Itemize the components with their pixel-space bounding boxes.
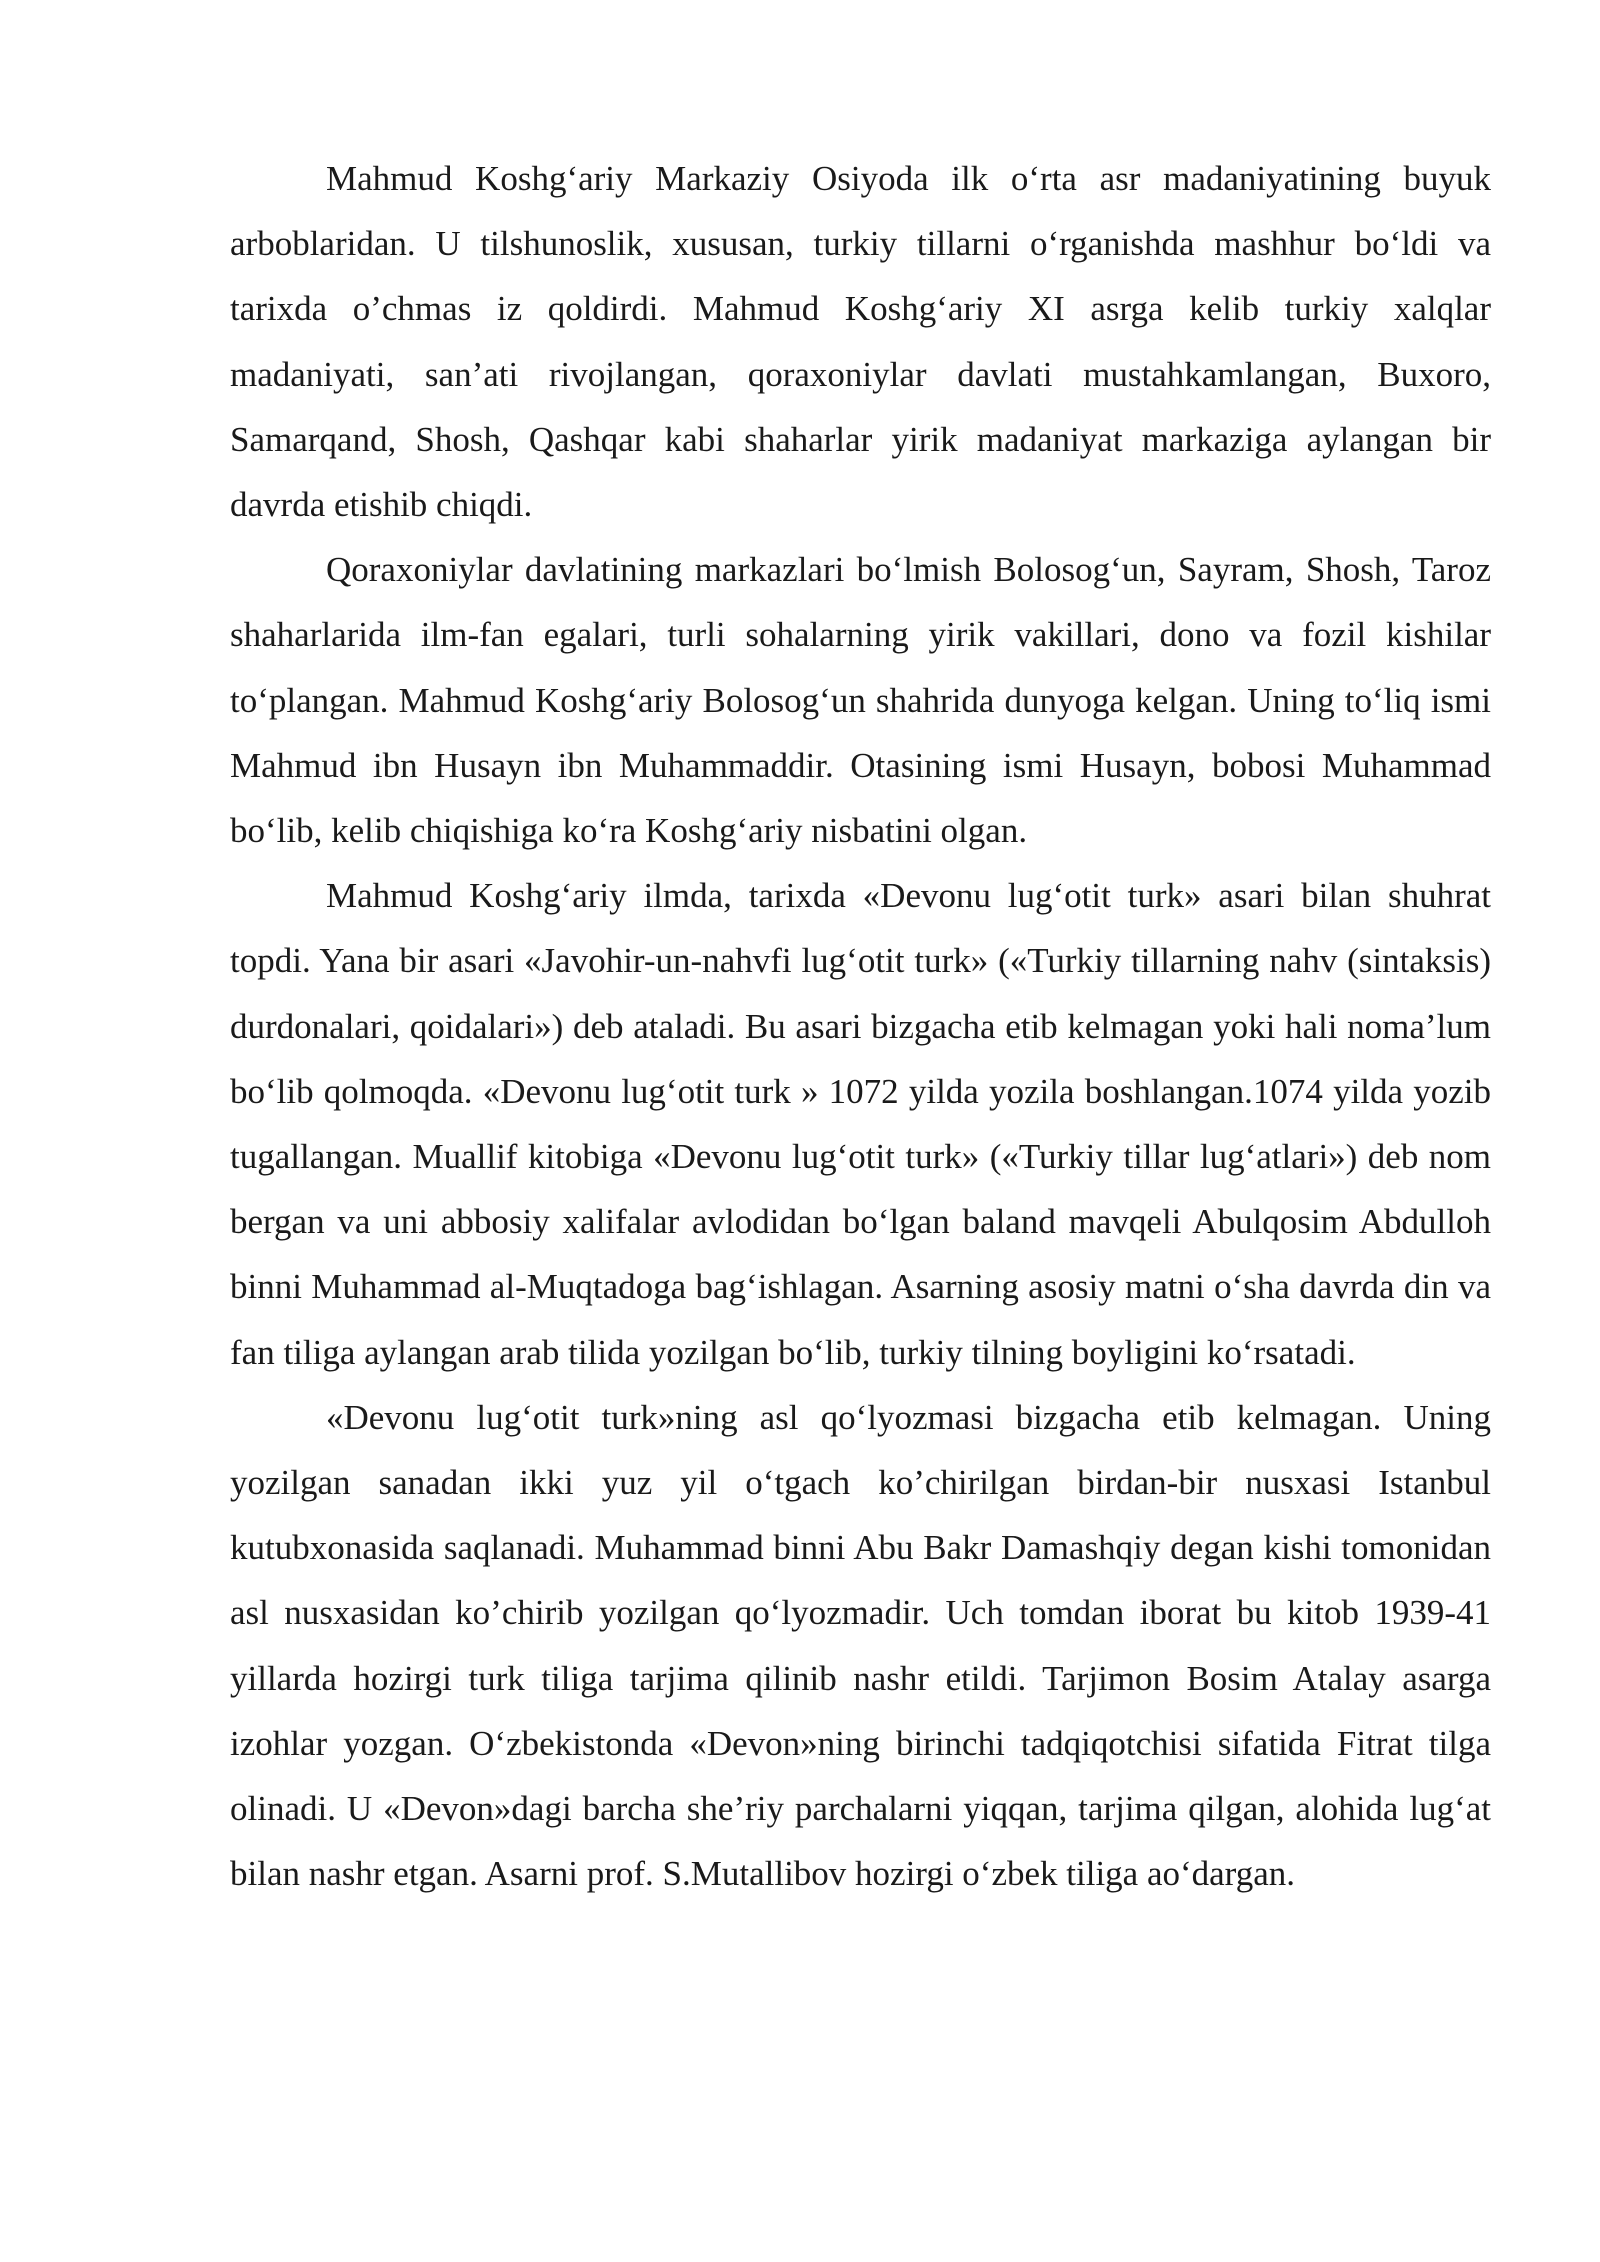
paragraph-4: «Devonu lug‘otit turk»ning asl qo‘lyozmasi bizgacha etib kelmagan. Uning yozilgan sanadan ikki yuz yil o‘tgach ko’chirilgan birdan-bir nusxasi Istanbul kutubxonasida saqlanadi. Muhammad binni Abu Bakr Damashqiy degan kishi tomonidan asl nusxasidan ko’chirib yozilgan qo‘lyozmadir. Uch tomdan iborat bu kitob 1939-41 yillarda hozirgi turk tiliga tarjima qilinib nashr etildi. Tarjimon Bosim Atalay asarga izohlar yozgan. O‘zbekistonda «Devon»ning birinchi tadqiqotchisi sifatida Fitrat tilga olinadi. U «Devon»dagi barcha she’riy parchalarni yiqqan, tarjima qilgan, alohida lug‘at bilan nashr etgan. Asarni prof. S.Mutallibov hozirgi o‘zbek tiliga ao‘dargan. <box>230 1397 1491 1894</box>
paragraph-3: Mahmud Koshg‘ariy ilmda, tarixda «Devonu lug‘otit turk» asari bilan shuhrat topdi. Yana bir asari «Javohir-un-nahvfi lug‘otit turk» («Turkiy tillarning nahv (sintaksis) durdonalari, qoidalari») deb ataladi. Bu asari bizgacha etib kelmagan yoki hali noma’lum bo‘lib qolmoqda. «Devonu lug‘otit turk » 1072 yilda yozila boshlangan.1074 yilda yozib tugallangan. Muallif kitobiga «Devonu lug‘otit turk» («Turkiy tillar lug‘atlari») deb nom bergan va uni abbosiy xalifalar avlodidan bo‘lgan baland mavqeli Abulqosim Abdulloh binni Muhammad al-Muqtadoga bag‘ishlagan. Asarning asosiy matni o‘sha davrda din va fan tiliga aylangan arab tilida yozilgan bo‘lib, turkiy tilning boyligini ko‘rsatadi. <box>230 876 1491 1372</box>
paragraph-1: Mahmud Koshg‘ariy Markaziy Osiyoda ilk o‘rta asr madaniyatining buyuk arboblaridan. U tilshunoslik, xususan, turkiy tillarni o‘rganishda mashhur bo‘ldi va tarixda o’chmas iz qoldirdi. Mahmud Koshg‘ariy XI asrga kelib turkiy xalqlar madaniyati, san’ati rivojlangan, qoraxoniylar davlati mustahkamlangan, Buxoro, Samarqand, Shosh, Qashqar kabi shaharlar yirik madaniyat markaziga aylangan bir davrda etishib chiqdi. <box>230 159 1491 525</box>
body-text <box>230 146 1491 1906</box>
paragraph-2: Qoraxoniylar davlatining markazlari bo‘lmish Bolosog‘un, Sayram, Shosh, Taroz shaharlarida ilm-fan egalari, turli sohalarning yirik vakillari, dono va fozil kishilar to‘plangan. Mahmud Koshg‘ariy Bolosog‘un shahrida dunyoga kelgan. Uning to‘liq ismi Mahmud ibn Husayn ibn Muhammaddir. Otasining ismi Husayn, bobosi Muhammad bo‘lib, kelib chiqishiga ko‘ra Koshg‘ariy nisbatini olgan. <box>230 550 1491 851</box>
